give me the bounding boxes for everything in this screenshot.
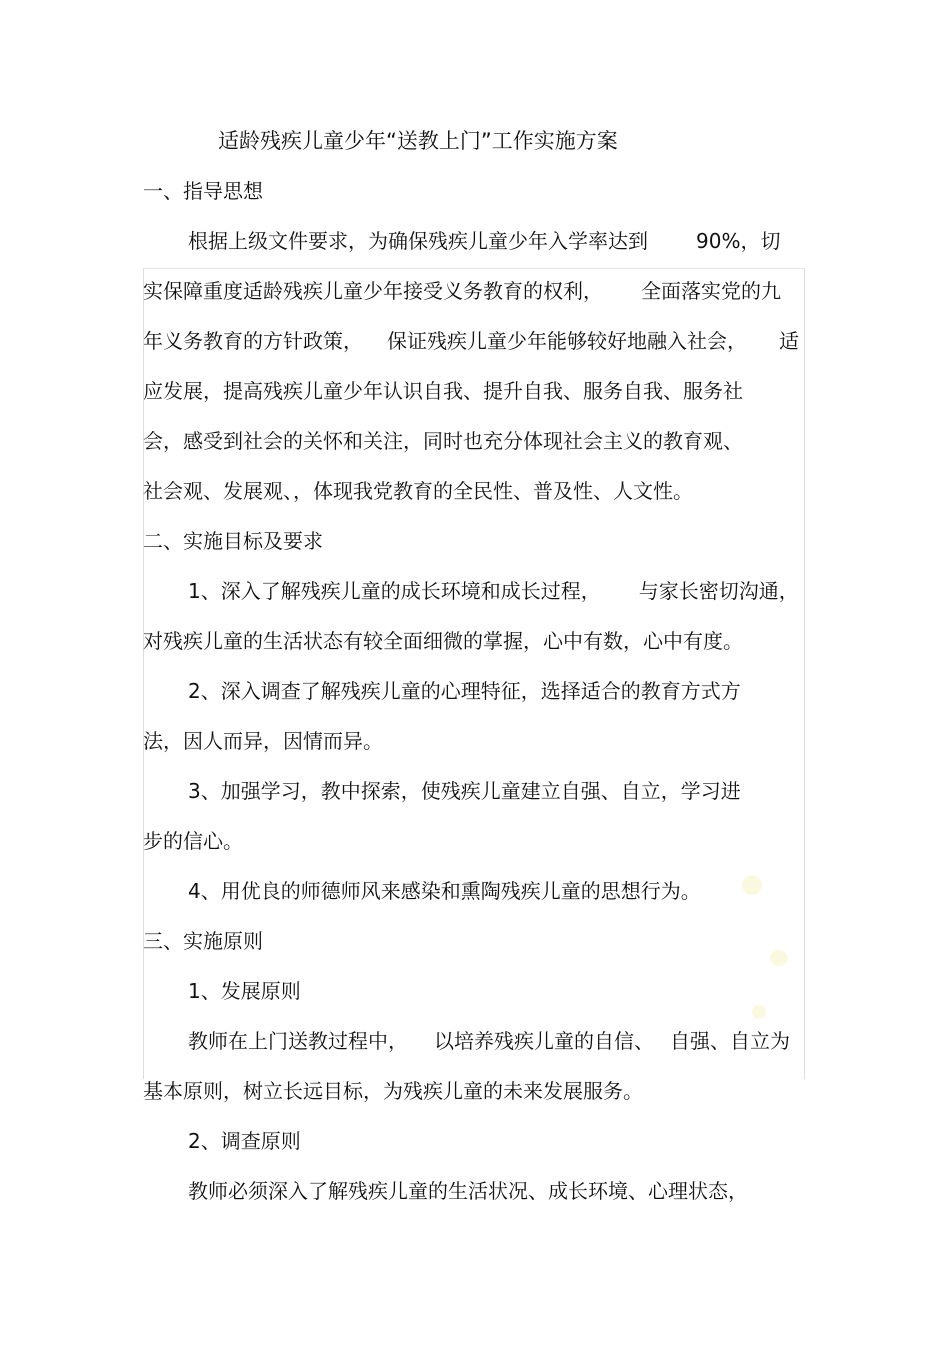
- text-segment: 保证残疾儿童少年能够较好地融入社会，: [387, 329, 747, 353]
- text-segment: 适: [779, 329, 799, 353]
- subsection-heading: 2、调查原则: [188, 1129, 301, 1153]
- list-item-continuation: 法，因人而异，因情而异。: [143, 729, 383, 753]
- text-segment: 教师在上门送教过程中，: [188, 1029, 408, 1053]
- paragraph-line: 会，感受到社会的关怀和关注，同时也充分体现社会主义的教育观、: [143, 429, 743, 453]
- list-item: [188, 577, 799, 605]
- subsection-heading: 1、发展原则: [188, 979, 301, 1003]
- text-segment: 全面落实党的九: [641, 279, 781, 303]
- paragraph-line: [143, 277, 781, 305]
- paragraph-line: 教师必须深入了解残疾儿童的生活状况、成长环境、心理状态，: [188, 1179, 748, 1203]
- text-segment: 实保障重度适龄残疾儿童少年接受义务教育的权利，: [143, 279, 603, 303]
- text-segment: 以培养残疾儿童的自信、: [434, 1029, 654, 1053]
- list-item-continuation: 对残疾儿童的生活状态有较全面细微的掌握，心中有数，心中有度。: [143, 629, 743, 653]
- list-item: 4、用优良的师德师风来感染和熏陶残疾儿童的思想行为。: [188, 879, 701, 903]
- section-heading: 二、实施目标及要求: [143, 529, 323, 553]
- paragraph-line: 基本原则，树立长远目标，为残疾儿童的未来发展服务。: [143, 1079, 643, 1103]
- document-title: 适龄残疾儿童少年“送教上门”工作实施方案: [218, 129, 618, 153]
- section-heading: 三、实施原则: [143, 929, 263, 953]
- text-segment: 1、深入了解残疾儿童的成长环境和成长过程，: [188, 579, 601, 603]
- scan-speck: [742, 875, 762, 895]
- list-item: 3、加强学习，教中探索，使残疾儿童建立自强、自立，学习进: [188, 779, 741, 803]
- scan-speck: [770, 950, 788, 966]
- text-segment: 90%，切: [696, 229, 781, 253]
- list-item: 2、深入调查了解残疾儿童的心理特征，选择适合的教育方式方: [188, 679, 741, 703]
- scan-speck: [752, 1005, 766, 1019]
- paragraph-line: 社会观、发展观、，体现我党教育的全民性、普及性、人文性。: [143, 479, 693, 503]
- paragraph-line: [188, 227, 780, 255]
- paragraph-line: [143, 327, 799, 355]
- paragraph-line: [188, 1027, 790, 1055]
- text-segment: 年义务教育的方针政策，: [143, 329, 363, 353]
- text-segment: 与家长密切沟通，: [638, 579, 799, 603]
- text-segment: 根据上级文件要求，为确保残疾儿童少年入学率达到: [188, 229, 648, 253]
- paragraph-line: 应发展，提高残疾儿童少年认识自我、提升自我、服务自我、服务社: [143, 379, 743, 403]
- text-segment: 自强、自立为: [670, 1029, 790, 1053]
- section-heading: 一、指导思想: [143, 179, 263, 203]
- list-item-continuation: 步的信心。: [143, 829, 243, 853]
